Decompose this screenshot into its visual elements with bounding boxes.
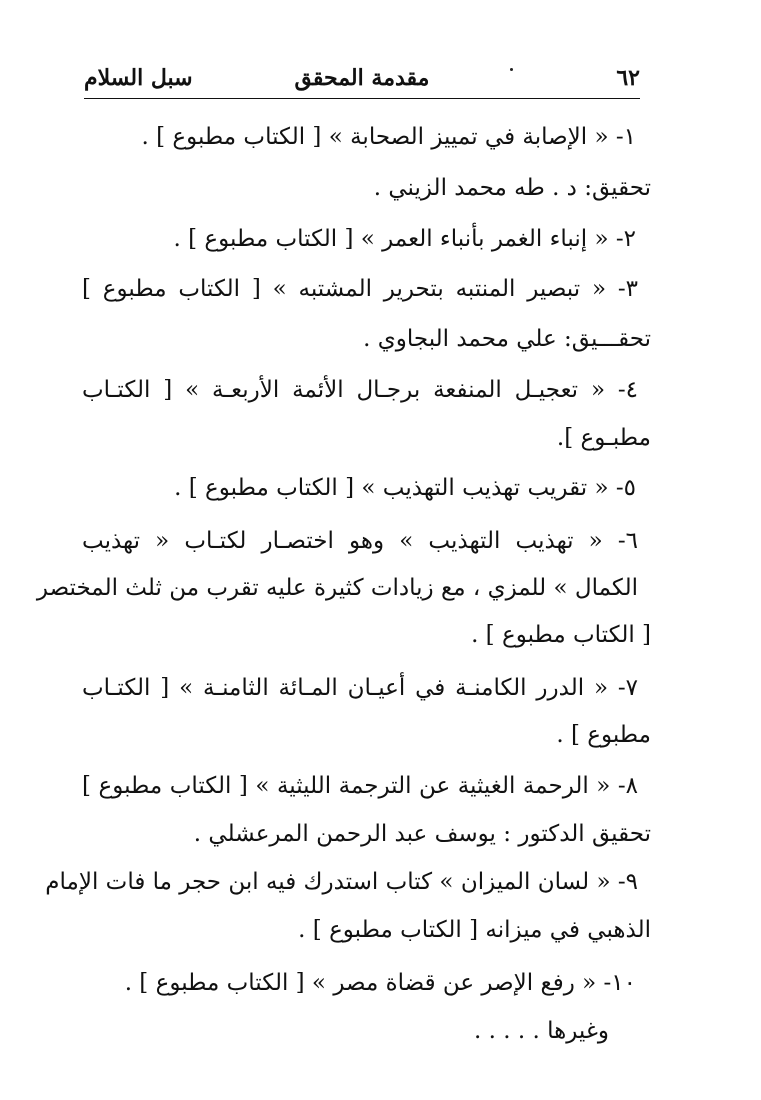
text-line: ٢- « إنباء الغمر بأنباء العمر » [ الكتاب مطبوع ] .: [173, 226, 636, 252]
text-line: مطبوع ] .: [556, 722, 651, 748]
text-line: الكمال » للمزي ، مع زيادات كثيرة عليه تقرب من ثلث المختصر: [36, 575, 638, 601]
text-line: ٥- « تقريب تهذيب التهذيب » [ الكتاب مطبوع ] .: [174, 475, 636, 501]
ink-speck: [510, 68, 513, 71]
text-line: [ الكتاب مطبوع ] .: [471, 622, 651, 648]
text-line: تحقيق: د . طه محمد الزيني .: [373, 175, 651, 201]
header-rule: [84, 98, 640, 99]
book-title: سبل السلام: [84, 65, 193, 91]
text-line: ٩- « لسان الميزان » كتاب استدرك فيه ابن حجر ما فات الإمام: [45, 869, 638, 895]
page-number: ٦٢: [616, 65, 640, 91]
text-line: تحقيق الدكتور : يوسف عبد الرحمن المرعشلي .: [193, 821, 651, 847]
text-line: ٦- « تهذيب التهذيب » وهو اختصـار لكتـاب « تهذيب: [82, 528, 638, 554]
text-line: ٨- « الرحمة الغيثية عن الترجمة الليثية » [ الكتاب مطبوع ]: [82, 773, 638, 799]
text-line: الذهبي في ميزانه [ الكتاب مطبوع ] .: [298, 917, 651, 943]
text-line: وغيرها . . . . .: [473, 1018, 609, 1044]
section-title: مقدمة المحقق: [294, 65, 430, 91]
text-line: ٣- « تبصير المنتبه بتحرير المشتبه » [ الكتاب مطبوع ]: [82, 276, 638, 302]
running-header: [84, 62, 640, 98]
text-line: ١٠- « رفع الإصر عن قضاة مصر » [ الكتاب مطبوع ] .: [124, 970, 636, 996]
text-line: تحقـــيق: علي محمد البجاوي .: [363, 326, 651, 352]
text-line: ١- « الإصابة في تمييز الصحابة » [ الكتاب مطبوع ] .: [141, 124, 636, 150]
text-line: ٤- « تعجيـل المنفعة برجـال الأئمة الأربعـة » [ الكتـاب: [82, 377, 638, 403]
text-line: مطبـوع ].: [556, 425, 651, 451]
text-line: ٧- « الدرر الكامنـة في أعيـان المـائة الثامنـة » [ الكتـاب: [82, 675, 638, 701]
